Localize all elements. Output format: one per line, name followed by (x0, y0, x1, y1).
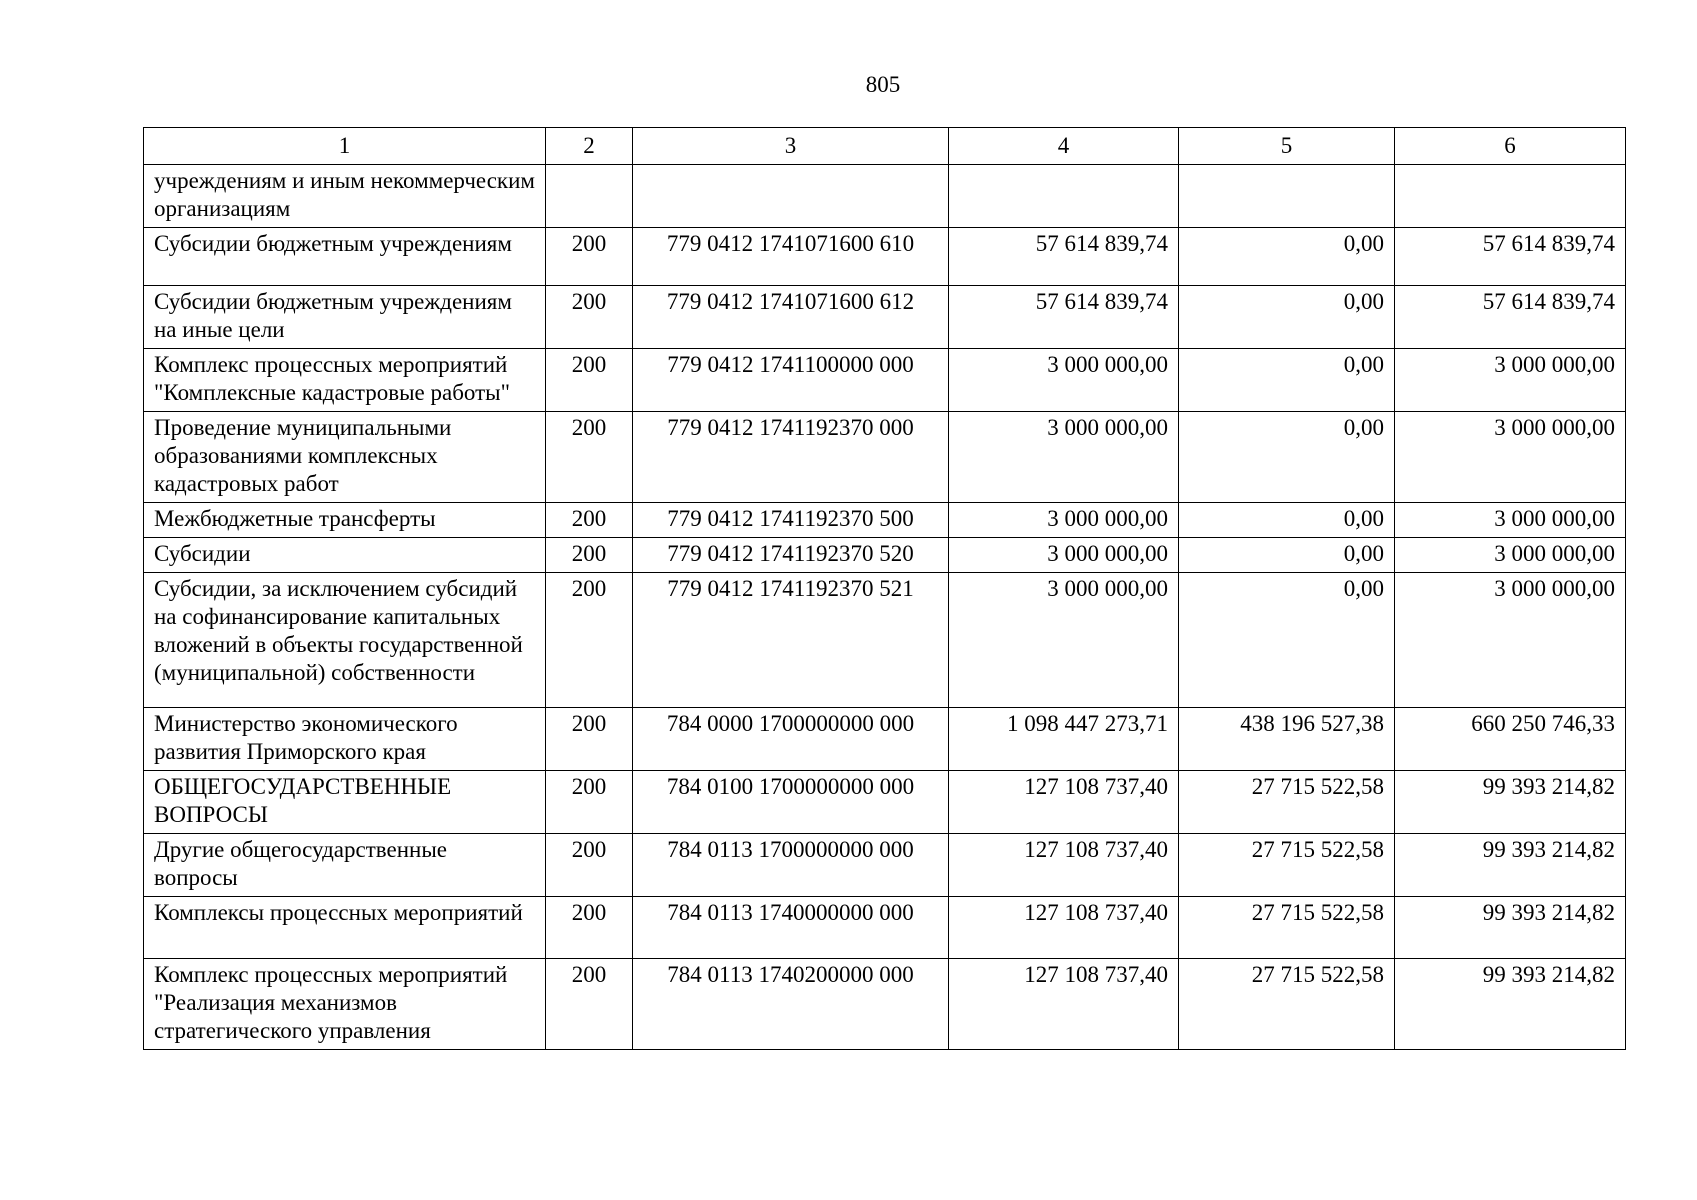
table-row (144, 897, 1626, 959)
row-kod-cell: 200 (546, 286, 633, 349)
table-header-row (144, 128, 1626, 165)
row-sum6-cell: 3 000 000,00 (1395, 538, 1626, 573)
table-row (144, 349, 1626, 412)
row-kod-cell: 200 (546, 503, 633, 538)
row-sum4-cell: 3 000 000,00 (949, 412, 1179, 503)
row-name-cell: учреждениям и иным некоммерческим организациям (144, 165, 546, 228)
row-kod-cell: 200 (546, 538, 633, 573)
row-sum4-cell: 127 108 737,40 (949, 771, 1179, 834)
row-sum5-cell: 0,00 (1179, 412, 1395, 503)
row-sum5-cell: 0,00 (1179, 228, 1395, 286)
row-kod-cell: 200 (546, 959, 633, 1050)
column-header: 2 (546, 128, 633, 165)
row-sum5-cell: 0,00 (1179, 538, 1395, 573)
row-sum5-cell: 0,00 (1179, 286, 1395, 349)
row-kod-cell (546, 165, 633, 228)
column-header: 4 (949, 128, 1179, 165)
table-row (144, 959, 1626, 1050)
table-row (144, 503, 1626, 538)
row-kod-cell: 200 (546, 349, 633, 412)
row-name-cell: Комплексы процессных мероприятий (144, 897, 546, 959)
table-row (144, 573, 1626, 708)
row-sum4-cell: 127 108 737,40 (949, 897, 1179, 959)
row-sum4-cell: 3 000 000,00 (949, 349, 1179, 412)
row-sum5-cell: 27 715 522,58 (1179, 771, 1395, 834)
row-sum5-cell (1179, 165, 1395, 228)
table-row (144, 412, 1626, 503)
row-code-cell: 779 0412 1741192370 000 (633, 412, 949, 503)
row-kod-cell: 200 (546, 708, 633, 771)
row-name-cell: Межбюджетные трансферты (144, 503, 546, 538)
row-name-cell: Субсидии, за исключением субсидий на софинансирование капитальных вложений в объекты государственной (муниципальной) собственности (144, 573, 546, 708)
column-header: 3 (633, 128, 949, 165)
row-sum4-cell: 1 098 447 273,71 (949, 708, 1179, 771)
row-kod-cell: 200 (546, 771, 633, 834)
row-code-cell: 779 0412 1741192370 520 (633, 538, 949, 573)
row-sum4-cell: 3 000 000,00 (949, 538, 1179, 573)
row-kod-cell: 200 (546, 228, 633, 286)
row-sum4-cell: 127 108 737,40 (949, 959, 1179, 1050)
row-sum6-cell: 99 393 214,82 (1395, 959, 1626, 1050)
row-name-cell: Министерство экономического развития Приморского края (144, 708, 546, 771)
row-sum6-cell: 99 393 214,82 (1395, 834, 1626, 897)
table-row (144, 708, 1626, 771)
page-number: 805 (865, 72, 901, 97)
row-sum6-cell: 3 000 000,00 (1395, 349, 1626, 412)
row-sum4-cell (949, 165, 1179, 228)
row-name-cell: Другие общегосударственные вопросы (144, 834, 546, 897)
row-sum6-cell: 99 393 214,82 (1395, 771, 1626, 834)
row-sum6-cell: 3 000 000,00 (1395, 503, 1626, 538)
row-sum5-cell: 0,00 (1179, 573, 1395, 708)
row-sum5-cell: 27 715 522,58 (1179, 834, 1395, 897)
row-name-cell: Комплекс процессных мероприятий "Реализация механизмов стратегического управления (144, 959, 546, 1050)
row-kod-cell: 200 (546, 897, 633, 959)
row-name-cell: Проведение муниципальными образованиями комплексных кадастровых работ (144, 412, 546, 503)
table-row (144, 771, 1626, 834)
row-sum6-cell (1395, 165, 1626, 228)
table-row (144, 228, 1626, 286)
column-header: 5 (1179, 128, 1395, 165)
row-code-cell: 779 0412 1741192370 521 (633, 573, 949, 708)
row-code-cell (633, 165, 949, 228)
table-row (144, 538, 1626, 573)
row-code-cell: 779 0412 1741100000 000 (633, 349, 949, 412)
row-sum6-cell: 57 614 839,74 (1395, 286, 1626, 349)
row-kod-cell: 200 (546, 573, 633, 708)
row-name-cell: Субсидии бюджетным учреждениям на иные цели (144, 286, 546, 349)
row-sum4-cell: 127 108 737,40 (949, 834, 1179, 897)
table-row (144, 165, 1626, 228)
row-sum4-cell: 3 000 000,00 (949, 503, 1179, 538)
row-code-cell: 779 0412 1741192370 500 (633, 503, 949, 538)
column-header: 1 (144, 128, 546, 165)
row-sum5-cell: 438 196 527,38 (1179, 708, 1395, 771)
row-sum4-cell: 57 614 839,74 (949, 228, 1179, 286)
row-name-cell: Субсидии (144, 538, 546, 573)
row-sum5-cell: 27 715 522,58 (1179, 897, 1395, 959)
row-code-cell: 784 0100 1700000000 000 (633, 771, 949, 834)
row-sum5-cell: 27 715 522,58 (1179, 959, 1395, 1050)
table-row (144, 286, 1626, 349)
row-code-cell: 779 0412 1741071600 612 (633, 286, 949, 349)
row-sum6-cell: 3 000 000,00 (1395, 573, 1626, 708)
row-code-cell: 784 0113 1740000000 000 (633, 897, 949, 959)
row-sum6-cell: 57 614 839,74 (1395, 228, 1626, 286)
row-sum6-cell: 3 000 000,00 (1395, 412, 1626, 503)
row-code-cell: 784 0113 1740200000 000 (633, 959, 949, 1050)
column-header: 6 (1395, 128, 1626, 165)
row-name-cell: ОБЩЕГОСУДАРСТВЕННЫЕ ВОПРОСЫ (144, 771, 546, 834)
budget-table (143, 127, 1626, 1050)
row-sum5-cell: 0,00 (1179, 503, 1395, 538)
row-sum4-cell: 3 000 000,00 (949, 573, 1179, 708)
row-sum5-cell: 0,00 (1179, 349, 1395, 412)
table-row (144, 834, 1626, 897)
row-code-cell: 784 0113 1700000000 000 (633, 834, 949, 897)
row-sum4-cell: 57 614 839,74 (949, 286, 1179, 349)
row-sum6-cell: 99 393 214,82 (1395, 897, 1626, 959)
row-kod-cell: 200 (546, 412, 633, 503)
row-name-cell: Субсидии бюджетным учреждениям (144, 228, 546, 286)
row-code-cell: 784 0000 1700000000 000 (633, 708, 949, 771)
row-kod-cell: 200 (546, 834, 633, 897)
row-sum6-cell: 660 250 746,33 (1395, 708, 1626, 771)
row-name-cell: Комплекс процессных мероприятий "Комплексные кадастровые работы" (144, 349, 546, 412)
row-code-cell: 779 0412 1741071600 610 (633, 228, 949, 286)
